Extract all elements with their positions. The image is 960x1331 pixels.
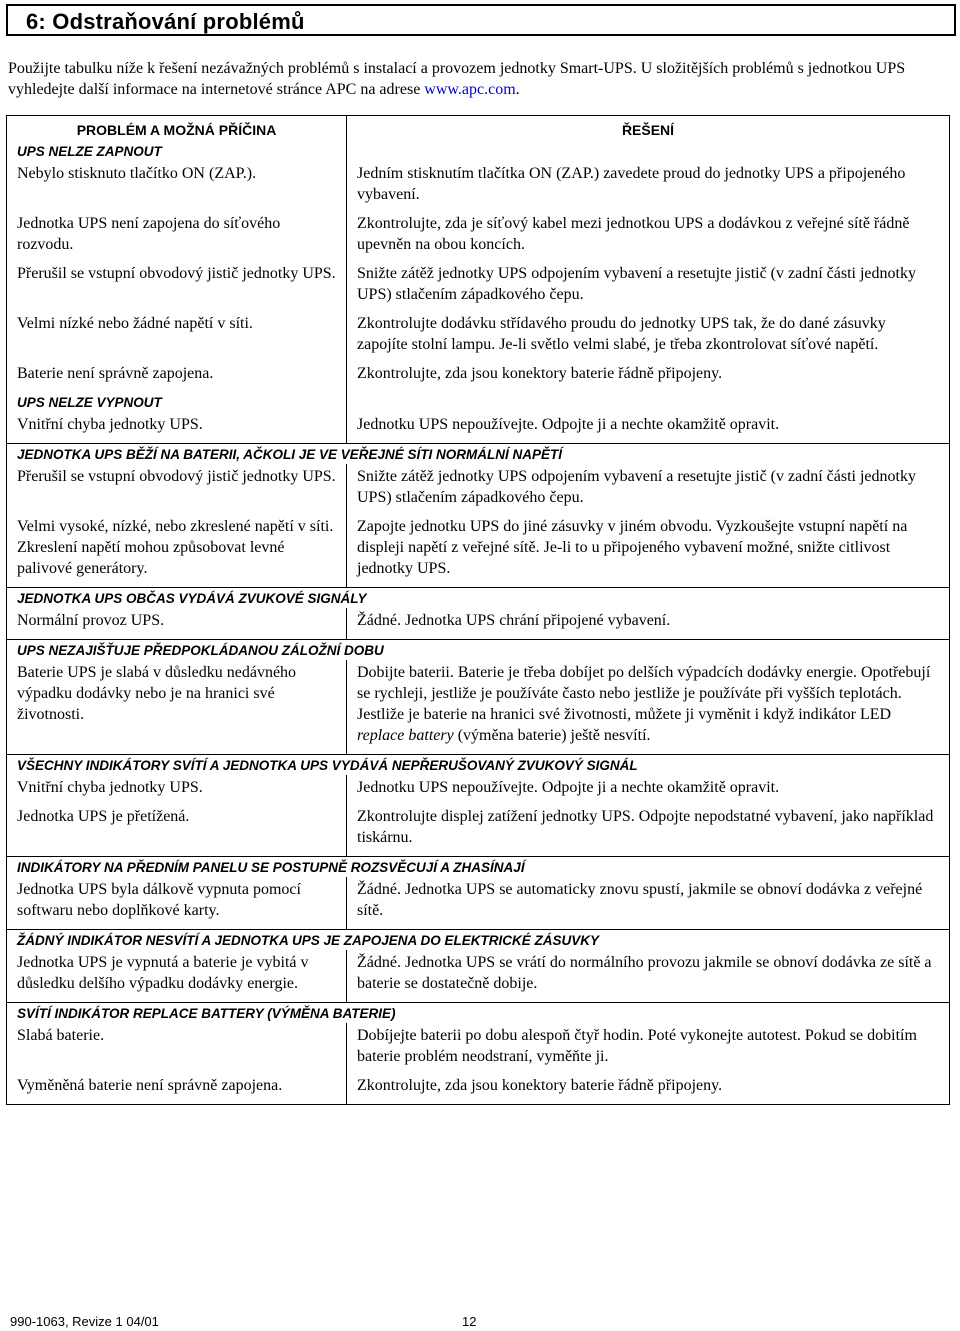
solution-cell: Zkontrolujte, zda jsou konektory baterie řádně připojeny. (357, 365, 723, 382)
section-heading: UPS NELZE ZAPNOUT (7, 141, 347, 161)
table-row (7, 263, 949, 313)
problem-cell: Slabá baterie. (7, 1023, 347, 1075)
problem-cell: Přerušil se vstupní obvodový jistič jednotky UPS. (7, 464, 347, 516)
solution-cell: Zkontrolujte displej zatížení jednotky UPS. Odpojte nepodstatné vybavení, jako například tiskárnu. (357, 808, 934, 846)
problem-cell: Jednotka UPS byla dálkově vypnuta pomocí softwaru nebo doplňkové karty. (7, 877, 347, 929)
table-row (7, 464, 949, 516)
solution-cell: Snižte zátěž jednotky UPS odpojením vybavení a resetujte jistič (v zadní části jednotky UPS) stlačením západkového čepu. (357, 468, 916, 506)
section-heading-row (7, 392, 949, 412)
intro-after: . (515, 81, 520, 98)
solution-cell: Zkontrolujte, zda je síťový kabel mezi jednotkou UPS a dodávkou z veřejné sítě řádně upevněn na obou koncích. (357, 215, 910, 253)
solution-cell: Jedním stisknutím tlačítka ON (ZAP.) zavedete proud do jednotky UPS a připojeného vybavení. (357, 165, 906, 203)
footer-doc-id: 990-1063, Revize 1 04/01 (10, 1314, 159, 1329)
solution-cell: Zapojte jednotku UPS do jiné zásuvky v jiném obvodu. Vyzkoušejte vstupní napětí na displeji napětí z veřejné sítě. Je-li to u připojeného vybavení možné, snižte citlivost jednotky UPS. (357, 518, 908, 577)
problem-cell: Velmi vysoké, nízké, nebo zkreslené napětí v síti. Zkreslení napětí mohou způsobovat levné palivové generátory. (7, 516, 347, 587)
section-heading: UPS NELZE VYPNOUT (7, 392, 347, 412)
solution-cell: Žádné. Jednotka UPS se automaticky znovu spustí, jakmile se obnoví dodávka z veřejné sítě. (357, 881, 923, 919)
solution-cell: Zkontrolujte, zda jsou konektory baterie řádně připojeny. (357, 1077, 723, 1094)
section-heading: INDIKÁTORY NA PŘEDNÍM PANELU SE POSTUPNĚ ROZSVĚCUJÍ A ZHASÍNAJÍ (7, 856, 949, 877)
problem-cell: Přerušil se vstupní obvodový jistič jednotky UPS. (7, 263, 347, 313)
table-header (7, 116, 949, 141)
section-heading: ŽÁDNÝ INDIKÁTOR NESVÍTÍ A JEDNOTKA UPS JE ZAPOJENA DO ELEKTRICKÉ ZÁSUVKY (7, 929, 949, 950)
table-row (7, 806, 949, 856)
footer-page-number: 12 (462, 1314, 477, 1329)
problem-cell: Jednotka UPS je přetížená. (7, 806, 347, 856)
table-row (7, 161, 949, 213)
table-row (7, 877, 949, 929)
section-heading: JEDNOTKA UPS BĚŽÍ NA BATERII, AČKOLI JE VE VEŘEJNÉ SÍTI NORMÁLNÍ NAPĚTÍ (7, 443, 949, 464)
problem-cell: Normální provoz UPS. (7, 608, 347, 639)
solution-cell: Zkontrolujte dodávku střídavého proudu do jednotky UPS tak, že do dané zásuvky zapojíte stolní lampu. Je-li světlo velmi slabé, je třeba zkontrolovat síťové napětí. (357, 315, 886, 353)
table-row (7, 1075, 949, 1104)
table-row (7, 363, 949, 392)
apc-link[interactable]: www.apc.com (424, 81, 516, 98)
solution-text-after: (výměna baterie) ještě nesvítí. (453, 727, 651, 744)
problem-cell: Vyměněná baterie není správně zapojena. (7, 1075, 347, 1104)
solution-cell: Žádné. Jednotka UPS chrání připojené vybavení. (357, 612, 671, 629)
problem-cell: Jednotka UPS je vypnutá a baterie je vybitá v důsledku delšího výpadku dodávky energie. (7, 950, 347, 1002)
section-heading: JEDNOTKA UPS OBČAS VYDÁVÁ ZVUKOVÉ SIGNÁLY (7, 587, 949, 608)
solution-cell: Jednotku UPS nepoužívejte. Odpojte ji a nechte okamžitě opravit. (357, 779, 780, 796)
solution-cell: Jednotku UPS nepoužívejte. Odpojte ji a nechte okamžitě opravit. (357, 416, 780, 433)
solution-cell: Dobíjejte baterii po dobu alespoň čtyř hodin. Poté vykonejte autotest. Pokud se dobitím baterie problém neodstraní, vyměňte ji. (357, 1027, 917, 1065)
table-row (7, 516, 949, 587)
problem-cell: Vnitřní chyba jednotky UPS. (7, 412, 347, 443)
table-row (7, 660, 949, 754)
problem-cell: Vnitřní chyba jednotky UPS. (7, 775, 347, 806)
table-row (7, 608, 949, 639)
intro-paragraph (8, 58, 948, 100)
intro-text: Použijte tabulku níže k řešení nezávažných problémů s instalací a provozem jednotky Smart-UPS. U složitějších problémů s jednotkou UPS vyhledejte další informace na internetové stránce APC na adrese (8, 60, 906, 98)
table-row (7, 313, 949, 363)
solution-cell: Žádné. Jednotka UPS se vrátí do normálního provozu jakmile se obnoví dodávka ze sítě a baterie se dostatečně dobije. (357, 954, 932, 992)
table-row (7, 213, 949, 263)
table-row (7, 1023, 949, 1075)
section-heading: VŠECHNY INDIKÁTORY SVÍTÍ A JEDNOTKA UPS VYDÁVÁ NEPŘERUŠOVANÝ ZVUKOVÝ SIGNÁL (7, 754, 949, 775)
table-row (7, 775, 949, 806)
table-row (7, 412, 949, 443)
section-heading: UPS NEZAJIŠŤUJE PŘEDPOKLÁDANOU ZÁLOŽNÍ DOBU (7, 639, 949, 660)
table-row (7, 950, 949, 1002)
problem-cell: Jednotka UPS není zapojena do síťového rozvodu. (7, 213, 347, 263)
section-title: 6: Odstraňování problémů (26, 9, 305, 34)
problem-cell: Nebylo stisknuto tlačítko ON (ZAP.). (7, 161, 347, 213)
problem-cell: Baterie není správně zapojena. (7, 363, 347, 392)
section-heading: SVÍTÍ INDIKÁTOR REPLACE BATTERY (VÝMĚNA BATERIE) (7, 1002, 949, 1023)
troubleshooting-table (6, 115, 950, 1105)
solution-cell (347, 660, 949, 754)
replace-battery-term: replace battery (357, 727, 454, 744)
col-problem-header: PROBLÉM A MOŽNÁ PŘÍČINA (7, 116, 347, 141)
problem-cell: Velmi nízké nebo žádné napětí v síti. (7, 313, 347, 363)
section-heading-row (7, 141, 949, 161)
section-title-box (6, 4, 956, 36)
col-solution-header: ŘEŠENÍ (621, 122, 675, 138)
problem-cell: Baterie UPS je slabá v důsledku nedávného výpadku dodávky nebo je na hranici své životnosti. (7, 660, 347, 754)
solution-text: Dobijte baterii. Baterie je třeba dobíjet po delších výpadcích dodávky energie. Opotřebují se rychleji, jestliže je používáte často nebo jestliže je používáte při vyšších teplotách. Jestliže je baterie na hranici své životnosti, můžete ji vyměnit i když indikátor LED (357, 664, 931, 723)
solution-cell: Snižte zátěž jednotky UPS odpojením vybavení a resetujte jistič (v zadní části jednotky UPS) stlačením západkového čepu. (357, 265, 916, 303)
